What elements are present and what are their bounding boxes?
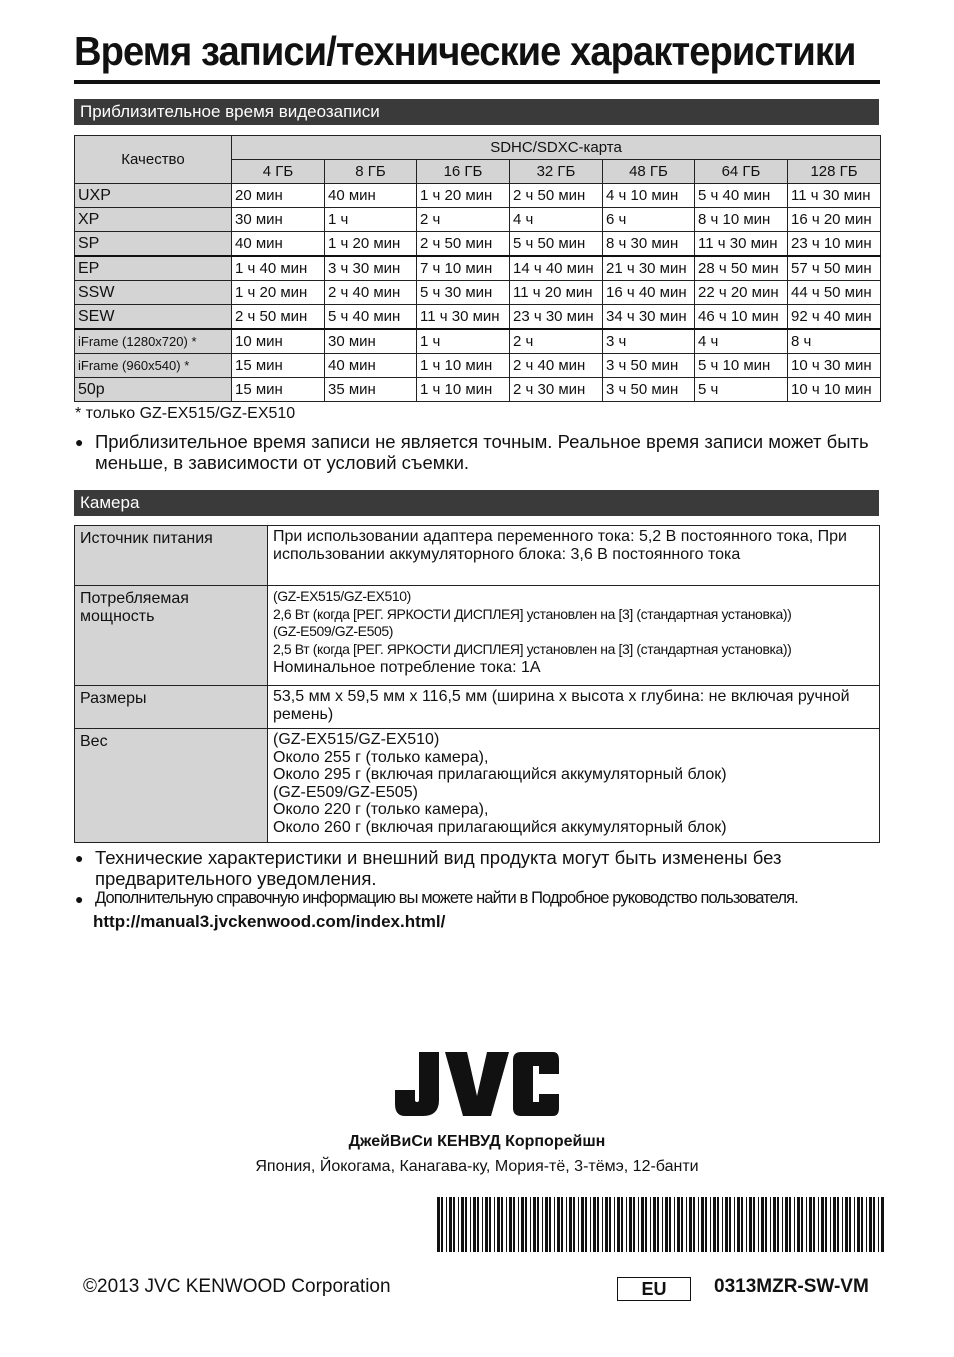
barcode-bar [789, 1197, 791, 1252]
time-cell: 35 мин [325, 378, 417, 402]
barcode-bar [830, 1197, 831, 1252]
barcode-bar [746, 1197, 747, 1252]
weight-line: Около 255 г (только камера), [273, 748, 489, 766]
capacity-header: 128 ГБ [788, 160, 881, 184]
barcode-bar [717, 1197, 719, 1252]
weight-line: Около 295 г (включая прилагающийся аккумуляторный блок) [273, 766, 727, 783]
capacity-header: 48 ГБ [603, 160, 695, 184]
company-address: Япония, Йокогама, Канагава-ку, Мория-тё, 3-тёмэ, 12-банти [255, 1158, 699, 1175]
time-cell: 5 ч 30 мин [417, 281, 510, 305]
quality-cell: SEW [75, 305, 232, 330]
time-cell: 6 ч [603, 208, 695, 232]
barcode-bar [749, 1197, 752, 1252]
consumption-nominal: Номинальное потребление тока: 1А [273, 659, 541, 676]
barcode-bar [446, 1197, 447, 1252]
recording-table-body [75, 184, 881, 402]
barcode-bar [845, 1197, 848, 1252]
consumption-line: (GZ-E509/GZ-E505) [273, 623, 394, 639]
barcode-bar [561, 1197, 563, 1252]
barcode-bar [557, 1197, 560, 1252]
barcode-bar [573, 1197, 575, 1252]
barcode-bar [653, 1197, 656, 1252]
barcode-bar [485, 1197, 488, 1252]
barcode-bar [650, 1197, 651, 1252]
consumption-line: (GZ-EX515/GZ-EX510) [273, 588, 411, 604]
document-code: 0313MZR-SW-VM [714, 1276, 869, 1297]
time-cell: 1 ч 20 мин [417, 184, 510, 208]
time-cell: 11 ч 30 мин [788, 184, 881, 208]
barcode-bar [741, 1197, 743, 1252]
barcode-bar [581, 1197, 584, 1252]
time-cell: 5 ч 50 мин [510, 232, 603, 257]
barcode-bar [698, 1197, 699, 1252]
barcode-bar [482, 1197, 483, 1252]
table-row [75, 305, 881, 330]
time-cell: 11 ч 30 мин [695, 232, 788, 257]
barcode-bar [782, 1197, 783, 1252]
barcode-bar [629, 1197, 632, 1252]
barcode-bar [497, 1197, 500, 1252]
barcode-bar [437, 1197, 440, 1252]
quality-header: Качество [75, 136, 232, 184]
card-header: SDHC/SDXC-карта [232, 136, 881, 160]
barcode-bar [857, 1197, 860, 1252]
time-cell: 1 ч 20 мин [232, 281, 325, 305]
barcode-bar [797, 1197, 800, 1252]
time-cell: 22 ч 20 мин [695, 281, 788, 305]
barcode-bar [737, 1197, 740, 1252]
barcode-bar [590, 1197, 591, 1252]
time-cell: 8 ч 10 мин [695, 208, 788, 232]
time-cell: 10 ч 10 мин [788, 378, 881, 402]
time-cell: 5 ч [695, 378, 788, 402]
time-cell: 1 ч 20 мин [325, 232, 417, 257]
barcode-bar [605, 1197, 608, 1252]
barcode-bar [701, 1197, 704, 1252]
time-cell: 4 ч [510, 208, 603, 232]
camera-section-header: Камера [74, 490, 879, 516]
time-cell: 2 ч 50 мин [232, 305, 325, 330]
time-cell: 40 мин [232, 232, 325, 257]
quality-cell: SP [75, 232, 232, 257]
barcode-bar [765, 1197, 767, 1252]
barcode-bar [773, 1197, 776, 1252]
barcode-bar [470, 1197, 471, 1252]
barcode-bar [881, 1197, 884, 1252]
barcode-bar [566, 1197, 567, 1252]
time-cell: 40 мин [325, 354, 417, 378]
time-cell: 8 ч [788, 329, 881, 354]
barcode-bar [578, 1197, 579, 1252]
time-cell: 57 ч 50 мин [788, 256, 881, 281]
time-cell: 23 ч 30 мин [510, 305, 603, 330]
time-cell: 5 ч 40 мин [695, 184, 788, 208]
barcode-bar [689, 1197, 692, 1252]
barcode-bar [489, 1197, 491, 1252]
table-row [75, 232, 881, 257]
barcode-bar [833, 1197, 836, 1252]
barcode-bar [785, 1197, 788, 1252]
consumption-value [268, 586, 880, 686]
barcode-bar [669, 1197, 671, 1252]
weight-line: Около 260 г (включая прилагающийся аккумуляторный блок) [273, 818, 727, 836]
size-label: Размеры [75, 686, 268, 729]
barcode-bar [873, 1197, 875, 1252]
time-cell: 2 ч [417, 208, 510, 232]
time-cell: 16 ч 40 мин [603, 281, 695, 305]
power-label: Источник питания [75, 526, 268, 586]
weight-value [268, 729, 880, 843]
footnote: * только GZ-EX515/GZ-EX510 [75, 405, 296, 422]
time-cell: 30 мин [325, 329, 417, 354]
capacity-header: 8 ГБ [325, 160, 417, 184]
barcode-bar [662, 1197, 663, 1252]
time-cell: 44 ч 50 мин [788, 281, 881, 305]
time-cell: 23 ч 10 мин [788, 232, 881, 257]
time-cell: 16 ч 20 мин [788, 208, 881, 232]
time-cell: 30 мин [232, 208, 325, 232]
time-cell: 5 ч 40 мин [325, 305, 417, 330]
barcode-bar [713, 1197, 716, 1252]
time-cell: 14 ч 40 мин [510, 256, 603, 281]
table-row [75, 184, 881, 208]
barcode-bar [866, 1197, 867, 1252]
page-title: Время записи/технические характеристики [74, 28, 856, 74]
jvc-logo [393, 1050, 561, 1118]
barcode-bar [705, 1197, 707, 1252]
time-cell: 3 ч [603, 329, 695, 354]
time-cell: 1 ч [325, 208, 417, 232]
barcode-bar [494, 1197, 495, 1252]
barcode-bar [677, 1197, 680, 1252]
barcode-bar [458, 1197, 459, 1252]
barcode-bar [809, 1197, 812, 1252]
barcode-bar [710, 1197, 711, 1252]
barcode-bar [465, 1197, 467, 1252]
barcode-bar [770, 1197, 771, 1252]
capacity-header: 32 ГБ [510, 160, 603, 184]
barcode-bar [641, 1197, 644, 1252]
time-cell: 28 ч 50 мин [695, 256, 788, 281]
barcode-bar [849, 1197, 851, 1252]
barcode-bar [638, 1197, 639, 1252]
barcode-bar [545, 1197, 548, 1252]
barcode-bar [869, 1197, 872, 1252]
time-cell: 92 ч 40 мин [788, 305, 881, 330]
barcode-bar [585, 1197, 587, 1252]
barcode-bar [722, 1197, 723, 1252]
weight-line: (GZ-E509/GZ-E505) [273, 783, 418, 801]
bullet-icon: ● [75, 850, 84, 866]
barcode-bar [842, 1197, 843, 1252]
barcode-bar [602, 1197, 603, 1252]
time-cell: 3 ч 30 мин [325, 256, 417, 281]
recording-section-header: Приблизительное время видеозаписи [74, 99, 879, 125]
barcode-bar [554, 1197, 555, 1252]
barcode-bar [821, 1197, 824, 1252]
barcode-bar [837, 1197, 839, 1252]
time-cell: 46 ч 10 мин [695, 305, 788, 330]
barcode-bar [693, 1197, 695, 1252]
manual-note: Дополнительную справочную информацию вы можете найти в Подробное руководство пользователя. [95, 889, 798, 907]
company-name: ДжейВиСи КЕНВУД Корпорейшн [348, 1133, 606, 1150]
time-cell: 34 ч 30 мин [603, 305, 695, 330]
time-cell: 1 ч 40 мин [232, 256, 325, 281]
barcode-bar [449, 1197, 452, 1252]
time-cell: 11 ч 30 мин [417, 305, 510, 330]
quality-cell: 50p [75, 378, 232, 402]
time-cell: 10 ч 30 мин [788, 354, 881, 378]
barcode-bar [725, 1197, 728, 1252]
table-row [75, 281, 881, 305]
consumption-line: 2,6 Вт (когда [РЕГ. ЯРКОСТИ ДИСПЛЕЯ] установлен на [3] (стандартная установка)) [273, 605, 792, 622]
time-cell: 2 ч 50 мин [510, 184, 603, 208]
table-row [75, 208, 881, 232]
bullet-icon: ● [75, 891, 84, 907]
capacity-header: 4 ГБ [232, 160, 325, 184]
table-row [75, 256, 881, 281]
consumption-line: 2,5 Вт (когда [РЕГ. ЯРКОСТИ ДИСПЛЕЯ] установлен на [3] (стандартная установка)) [273, 640, 792, 657]
barcode-bar [794, 1197, 795, 1252]
barcode-bar [530, 1197, 531, 1252]
barcode-bar [761, 1197, 764, 1252]
barcode-bar [609, 1197, 611, 1252]
quality-cell: iFrame (1280x720) * [75, 329, 232, 354]
barcode-bar [665, 1197, 668, 1252]
time-cell: 21 ч 30 мин [603, 256, 695, 281]
barcode-bar [453, 1197, 455, 1252]
weight-label: Вес [75, 729, 268, 843]
barcode-bar [657, 1197, 659, 1252]
time-cell: 1 ч [417, 329, 510, 354]
time-cell: 4 ч [695, 329, 788, 354]
barcode-bar [501, 1197, 503, 1252]
barcode-bar [818, 1197, 819, 1252]
time-cell: 3 ч 50 мин [603, 378, 695, 402]
barcode-bar [521, 1197, 524, 1252]
time-cell: 15 мин [232, 354, 325, 378]
barcode-bar [854, 1197, 855, 1252]
weight-line: (GZ-EX515/GZ-EX510) [273, 731, 440, 748]
time-cell: 2 ч 40 мин [510, 354, 603, 378]
camera-spec-table [74, 525, 880, 843]
time-cell: 10 мин [232, 329, 325, 354]
spec-change-note: Технические характеристики и внешний вид продукта могут быть изменены без предварительного уведомления. [95, 847, 782, 889]
table-row [75, 329, 881, 354]
barcode-bar [506, 1197, 507, 1252]
time-cell: 2 ч 30 мин [510, 378, 603, 402]
barcode-bar [753, 1197, 755, 1252]
table-row [75, 378, 881, 402]
quality-cell: EP [75, 256, 232, 281]
capacity-header: 16 ГБ [417, 160, 510, 184]
time-cell: 8 ч 30 мин [603, 232, 695, 257]
barcode-bar [626, 1197, 627, 1252]
time-cell: 1 ч 10 мин [417, 378, 510, 402]
capacity-header: 64 ГБ [695, 160, 788, 184]
barcode-bar [549, 1197, 551, 1252]
barcode-bar [569, 1197, 572, 1252]
barcode-bar [825, 1197, 827, 1252]
time-cell: 5 ч 10 мин [695, 354, 788, 378]
barcode-bar [537, 1197, 539, 1252]
barcode-bar [473, 1197, 476, 1252]
barcode-bar [633, 1197, 635, 1252]
recording-time-table [74, 135, 881, 402]
time-cell: 2 ч [510, 329, 603, 354]
barcode-bar [861, 1197, 863, 1252]
barcode-bar [597, 1197, 599, 1252]
consumption-label: Потребляемая мощность [75, 586, 268, 686]
barcode-bar [525, 1197, 527, 1252]
barcode-bar [621, 1197, 623, 1252]
region-badge: EU [617, 1277, 691, 1301]
barcode-bar [617, 1197, 620, 1252]
barcode-bar [734, 1197, 735, 1252]
time-cell: 4 ч 10 мин [603, 184, 695, 208]
barcode-bar [513, 1197, 515, 1252]
barcode [437, 1197, 885, 1252]
recording-note: Приблизительное время записи не является точным. Реальное время записи может быть меньше, в зависимости от условий съемки. [95, 431, 869, 473]
size-value: 53,5 мм x 59,5 мм x 116,5 мм (ширина x высота x глубина: не включая ручной ремень) [268, 686, 880, 729]
barcode-bar [509, 1197, 512, 1252]
barcode-bar [758, 1197, 759, 1252]
time-cell: 15 мин [232, 378, 325, 402]
barcode-bar [461, 1197, 464, 1252]
time-cell: 11 ч 20 мин [510, 281, 603, 305]
quality-cell: XP [75, 208, 232, 232]
barcode-bar [681, 1197, 683, 1252]
barcode-bar [593, 1197, 596, 1252]
barcode-bar [518, 1197, 519, 1252]
barcode-bar [645, 1197, 647, 1252]
time-cell: 2 ч 50 мин [417, 232, 510, 257]
barcode-bar [542, 1197, 543, 1252]
manual-link[interactable]: http://manual3.jvckenwood.com/index.html/ [93, 912, 446, 931]
quality-cell: UXP [75, 184, 232, 208]
time-cell: 3 ч 50 мин [603, 354, 695, 378]
time-cell: 40 мин [325, 184, 417, 208]
bullet-icon: ● [75, 434, 84, 450]
barcode-bar [533, 1197, 536, 1252]
table-row [75, 354, 881, 378]
title-rule [74, 80, 880, 84]
quality-cell: SSW [75, 281, 232, 305]
barcode-bar [686, 1197, 687, 1252]
time-cell: 20 мин [232, 184, 325, 208]
time-cell: 7 ч 10 мин [417, 256, 510, 281]
quality-cell: iFrame (960x540) * [75, 354, 232, 378]
weight-line: Около 220 г (только камера), [273, 801, 489, 818]
barcode-bar [801, 1197, 803, 1252]
barcode-bar [441, 1197, 443, 1252]
barcode-bar [777, 1197, 779, 1252]
power-value: При использовании адаптера переменного тока: 5,2 В постоянного тока, При использовании аккумуляторного блока: 3,6 В постоянного тока [268, 526, 880, 586]
barcode-bar [674, 1197, 675, 1252]
time-cell: 1 ч 10 мин [417, 354, 510, 378]
time-cell: 2 ч 40 мин [325, 281, 417, 305]
copyright: ©2013 JVC KENWOOD Corporation [83, 1276, 391, 1297]
barcode-bar [614, 1197, 615, 1252]
barcode-bar [813, 1197, 815, 1252]
barcode-bar [806, 1197, 807, 1252]
barcode-bar [729, 1197, 731, 1252]
barcode-bar [878, 1197, 879, 1252]
barcode-bar [477, 1197, 479, 1252]
